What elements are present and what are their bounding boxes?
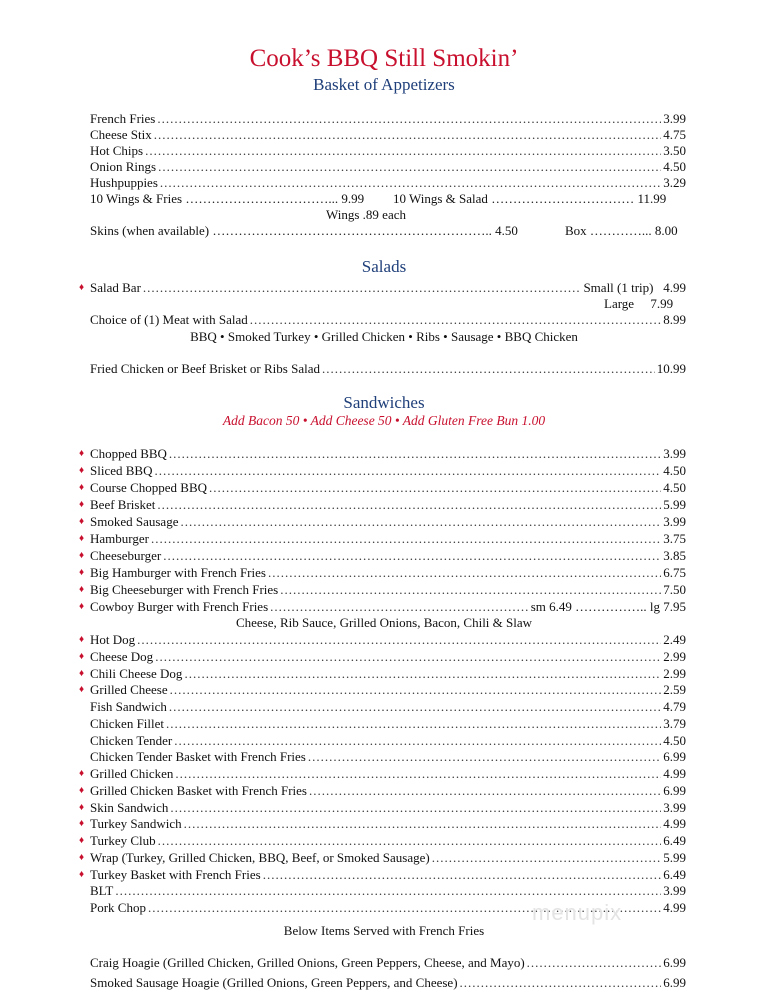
item-price: 6.99 (663, 749, 686, 765)
menu-item-row (90, 954, 686, 971)
menu-item-row (79, 445, 686, 462)
item-name: Big Cheeseburger with French Fries (90, 582, 279, 597)
item-name: French Fries (90, 111, 156, 126)
wings-salad-row: 10 Wings & Salad …………………………… 11.99 (393, 191, 667, 206)
item-name: Beef Brisket (90, 497, 156, 512)
item-name: BLT (90, 883, 114, 899)
diamond-icon: ♦ (79, 634, 85, 645)
diamond-icon: ♦ (79, 282, 85, 293)
item-price: 4.50 (495, 223, 518, 238)
large-label: Large (604, 296, 635, 311)
menu-item-row (79, 832, 686, 849)
item-name: Chicken Tender Basket with French Fries (90, 749, 306, 765)
appetizers-heading: Basket of Appetizers (313, 75, 455, 94)
menu-item-row (79, 581, 686, 598)
box-row: Box …………... 8.00 (565, 223, 678, 238)
item-price: 2.49 (663, 632, 686, 647)
menu-item-row (79, 782, 686, 799)
diamond-icon: ♦ (79, 784, 85, 796)
item-name: Turkey Basket with French Fries (90, 866, 261, 882)
diamond-icon: ♦ (79, 448, 85, 459)
skins-row: Skins (when available) ……………………………………………………….. 4.50 (90, 223, 518, 238)
item-name: Choice of (1) Meat with Salad (90, 312, 248, 327)
item-name: Turkey Club (90, 833, 156, 848)
menu-item-row (90, 142, 686, 159)
item-name: Chopped BBQ (90, 446, 167, 461)
diamond-icon: ♦ (79, 835, 85, 846)
menu-item-row (79, 631, 686, 648)
item-price: 4.50 (663, 480, 686, 495)
menu-item-row (79, 530, 686, 547)
item-price: 6.49 (663, 866, 686, 882)
menu-item-row (79, 815, 686, 832)
item-price: 6.75 (663, 565, 686, 580)
menu-item-row (79, 479, 686, 496)
menu-item-row (79, 564, 686, 581)
menu-item-row (79, 513, 686, 530)
item-price: 7.99 (650, 296, 674, 311)
diamond-icon: ♦ (79, 650, 85, 662)
item-name: Hamburger (90, 531, 149, 546)
item-price: 3.85 (663, 548, 686, 563)
menu-item-row (90, 748, 686, 765)
menu-item-row (79, 547, 686, 564)
item-price: 3.99 (663, 446, 686, 461)
large-price: lg 7.95 (649, 599, 686, 614)
item-name: Fish Sandwich (90, 699, 167, 714)
menu-item-row (90, 882, 686, 899)
diamond-icon: ♦ (79, 868, 85, 880)
toppings-note: Cheese, Rib Sauce, Grilled Onions, Bacon, Chili & Slaw (235, 615, 533, 630)
item-price: 6.99 (663, 975, 686, 990)
item-price: 3.75 (663, 531, 686, 546)
item-price: 3.99 (663, 799, 686, 815)
menu-item-row (79, 849, 686, 866)
item-name: Cowboy Burger with French Fries (90, 599, 269, 614)
item-price: 8.99 (663, 312, 686, 327)
item-name: Wrap (Turkey, Grilled Chicken, BBQ, Beef, or Smoked Sausage) (90, 849, 430, 865)
small-label: Small (1 trip) (583, 280, 654, 295)
addons-line: Add Bacon 50 • Add Cheese 50 • Add Gluten Free Bun 1.00 (222, 413, 546, 428)
diamond-icon: ♦ (79, 684, 85, 696)
menu-item-row (79, 866, 686, 883)
item-name: Cheese Stix (90, 127, 152, 142)
item-name: Smoked Sausage Hoagie (Grilled Onions, Green Peppers, and Cheese) (90, 975, 458, 990)
fries-note: Below Items Served with French Fries (283, 923, 485, 938)
salad-bar-row (79, 279, 686, 296)
menu-item-row (79, 681, 686, 698)
item-name: Onion Rings (90, 159, 157, 174)
menu-item-row (90, 974, 686, 991)
item-price: 8.00 (654, 223, 678, 238)
diamond-icon: ♦ (79, 482, 85, 493)
item-price: 11.99 (637, 191, 667, 206)
item-price: 4.99 (663, 766, 686, 781)
item-name: Smoked Sausage (90, 514, 179, 529)
box-label: Box (565, 223, 587, 238)
item-price: 4.79 (663, 699, 686, 714)
diamond-icon: ♦ (79, 567, 85, 578)
item-price: 2.99 (663, 665, 686, 681)
diamond-icon: ♦ (79, 465, 85, 476)
item-name: Cheese Dog (90, 648, 154, 664)
menu-item-row (90, 732, 686, 749)
diamond-icon: ♦ (79, 584, 85, 595)
item-price: 5.99 (663, 497, 686, 512)
sandwiches-heading: Sandwiches (343, 393, 425, 412)
cowboy-row: ♦ Cowboy Burger with French Fries ..... sm 6.49 …………….. lg 7.95 (90, 598, 686, 615)
menu-item-row (79, 496, 686, 513)
item-price: 3.29 (663, 175, 686, 190)
item-price: 4.50 (663, 159, 686, 174)
item-name: Pork Chop (90, 900, 146, 915)
item-price: 6.99 (663, 782, 686, 798)
item-price: 3.79 (663, 715, 686, 731)
item-price: 10.99 (656, 361, 686, 376)
choice-meat-row (90, 311, 686, 328)
menu-item-row (90, 110, 686, 127)
item-price: 2.59 (663, 682, 686, 698)
item-name: Turkey Sandwich (90, 816, 182, 832)
item-name: Course Chopped BBQ (90, 480, 207, 495)
item-price: 4.50 (663, 732, 686, 748)
diamond-icon: ♦ (79, 601, 85, 612)
item-name: Grilled Cheese (90, 682, 168, 698)
diamond-icon: ♦ (79, 533, 85, 544)
diamond-icon: ♦ (79, 851, 85, 863)
page-title: Cook’s BBQ Still Smokin’ (249, 45, 519, 72)
item-price: 3.50 (663, 143, 686, 158)
item-price: 6.49 (663, 833, 686, 848)
diamond-icon: ♦ (79, 768, 85, 779)
item-name: Hot Dog (90, 632, 136, 647)
item-price: 2.99 (663, 648, 686, 664)
item-name: Fried Chicken or Beef Brisket or Ribs Salad (90, 361, 320, 376)
item-name: Sliced BBQ (90, 463, 153, 478)
salad-large-row (604, 295, 673, 312)
menu-item-row (79, 665, 686, 682)
item-price: 9.99 (341, 191, 365, 206)
item-price: 4.99 (663, 816, 686, 832)
menu-item-row (90, 126, 686, 143)
item-name: Craig Hoagie (Grilled Chicken, Grilled Onions, Green Peppers, Cheese, and Mayo) (90, 955, 525, 970)
small-price: sm 6.49 (530, 599, 572, 614)
diamond-icon: ♦ (79, 499, 85, 510)
item-name: Skins (when available) (90, 223, 210, 238)
item-price: 4.99 (663, 900, 686, 915)
watermark: menupix (532, 900, 623, 925)
item-name: 10 Wings & Salad (393, 191, 488, 206)
meat-options: BBQ • Smoked Turkey • Grilled Chicken • Ribs • Sausage • BBQ Chicken (190, 329, 578, 344)
item-name: Chicken Tender (90, 732, 173, 748)
item-name: Hot Chips (90, 143, 144, 158)
menu-item-row (79, 765, 686, 782)
diamond-icon: ♦ (79, 516, 85, 527)
diamond-icon: ♦ (79, 550, 85, 561)
item-price: 5.99 (663, 849, 686, 865)
item-price: 3.99 (663, 883, 686, 899)
diamond-icon: ♦ (79, 667, 85, 679)
menu-item-row (90, 698, 686, 715)
menu-item-row (79, 799, 686, 816)
item-name: Skin Sandwich (90, 799, 169, 815)
item-price: 6.99 (663, 955, 686, 970)
item-name: 10 Wings & Fries (90, 191, 183, 206)
menu-item-row (90, 158, 686, 175)
menu-item-row (90, 715, 686, 732)
item-price: 4.75 (663, 127, 686, 142)
item-name: Cheeseburger (90, 548, 162, 563)
menu-item-row (90, 174, 686, 191)
item-name: Grilled Chicken Basket with French Fries (90, 782, 307, 798)
item-name: Grilled Chicken (90, 766, 174, 781)
item-name: Hushpuppies (90, 175, 158, 190)
item-price: 4.50 (663, 463, 686, 478)
item-price: 4.99 (663, 280, 686, 295)
diamond-icon: ♦ (79, 818, 85, 830)
salads-heading: Salads (361, 257, 407, 276)
menu-item-row (79, 648, 686, 665)
wings-each-note: Wings .89 each (326, 207, 406, 222)
item-name: Chili Cheese Dog (90, 665, 183, 681)
item-price: 3.99 (663, 514, 686, 529)
menu-item-row (79, 462, 686, 479)
item-price: 3.99 (663, 111, 686, 126)
wings-fries-row: 10 Wings & Fries ……………………………... 9.99 (90, 191, 365, 206)
diamond-icon: ♦ (79, 801, 85, 813)
item-price: 7.50 (663, 582, 686, 597)
fried-salad-row (90, 360, 686, 377)
item-name: Chicken Fillet (90, 715, 165, 731)
item-name: Salad Bar (90, 280, 141, 295)
item-name: Big Hamburger with French Fries (90, 565, 266, 580)
